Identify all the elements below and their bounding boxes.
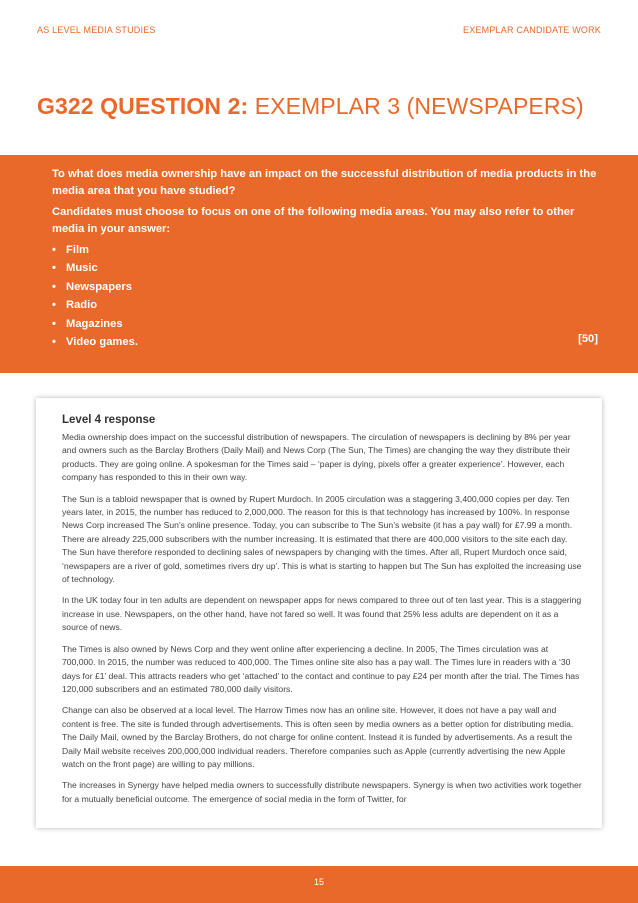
response-paragraph: The Times is also owned by News Corp and they went online after experiencing a decline. In 2005, The Times circulation was at 700,000. In 2015, the number was reduced to 400,000. The Times online site also has a pay wall. The Times lure in readers with a ‘30 days for £1’ deal. This attracts readers who get ‘attached’ to the contact and continue to pay £24 per month after the trial. The Times has 120,000 subscribers and an estimated 780,000 daily visitors. <box>62 643 580 694</box>
media-areas-list <box>52 242 598 352</box>
response-paragraph: The increases in Synergy have helped media owners to successfully distribute newspapers. Synergy is when two activities work together for a mutually beneficial outcome. The emergence of social media in the form of Twitter, for <box>62 780 582 804</box>
response-paragraph: Media ownership does impact on the successful distribution of newspapers. The circulation of newspapers is declining by 8% per year and owners such as the Barclay Brothers (Daily Mail) and News Corp (The Sun, The Times) are changing the way they distribute their products. They are going online. A spokesman for the Times said – ‘paper is dying, pixels offer a greater experience’. However, each company has responded to this in their own way. <box>62 432 571 483</box>
question-box <box>0 155 638 373</box>
response-heading: Level 4 response <box>62 414 156 426</box>
page-title-rest: EXEMPLAR 3 (NEWSPAPERS) <box>254 93 584 119</box>
question-instruction: Candidates must choose to focus on one of the following media areas. You may also refer to other media in your answer: <box>52 206 575 235</box>
list-item: • Magazines <box>52 316 598 334</box>
list-item: • Radio <box>52 297 598 315</box>
header-subject: AS LEVEL MEDIA STUDIES <box>37 25 156 35</box>
list-item: • Music <box>52 260 598 278</box>
page-title <box>37 93 584 120</box>
list-item: • Newspapers <box>52 279 598 297</box>
footer-bar <box>0 866 638 903</box>
header-category: EXEMPLAR CANDIDATE WORK <box>463 25 601 35</box>
page-number: 15 <box>313 877 324 887</box>
page-title-code: G322 QUESTION 2: <box>37 93 249 119</box>
list-item: • Film <box>52 242 598 260</box>
list-item: • Video games. <box>52 334 598 352</box>
response-paragraph: Change can also be observed at a local level. The Harrow Times now has an online site. However, it does not have a pay wall and content is free. The site is funded through advertisements. This is often seen by media owners as a better option for distributing media. The Daily Mail, owned by the Barclay Brothers, do not charge for online content. Instead it is funded by advertisements. As a result the Daily Mail website receives 200,000,000 individual readers. Therefore companies such as Apple (currently advertising the new Apple watch on the front page) are willing to pay millions. <box>62 705 574 769</box>
marks-label: [50] <box>578 333 598 345</box>
response-paragraph: The Sun is a tabloid newspaper that is owned by Rupert Murdoch. In 2005 circulation was a staggering 3,400,000 copies per day. Ten years later, in 2015, the number has reduced to 2,000,000. The reason for this is that technology has increased by 100%. In response News Corp increased The Sun’s online presence. Today, you can subscribe to The Sun’s website (it has a pay wall) for £7.99 a month. There are already 225,000 subscribers with the number increasing. It is estimated that there are 400,000 visitors to the site each day. The Sun have therefore responded to declining sales of newspapers by changing with the times. After all, Rupert Murdoch once said, ‘newspapers are a river of gold, sometimes rivers dry up’. This is what is starting to happen but The Sun has exploited the increasing use of technology. <box>62 493 582 585</box>
running-header <box>37 25 601 35</box>
response-card <box>36 398 602 828</box>
response-paragraph: In the UK today four in ten adults are dependent on newspaper apps for news compared to three out of ten last year. This is a staggering increase in use. Newspapers, on the other hand, have not fared so well. It was found that 25% less adults are dependent on it as a source of news. <box>62 595 582 633</box>
question-prompt: To what does media ownership have an impact on the successful distribution of media products in the media area that you have studied? <box>52 168 597 197</box>
